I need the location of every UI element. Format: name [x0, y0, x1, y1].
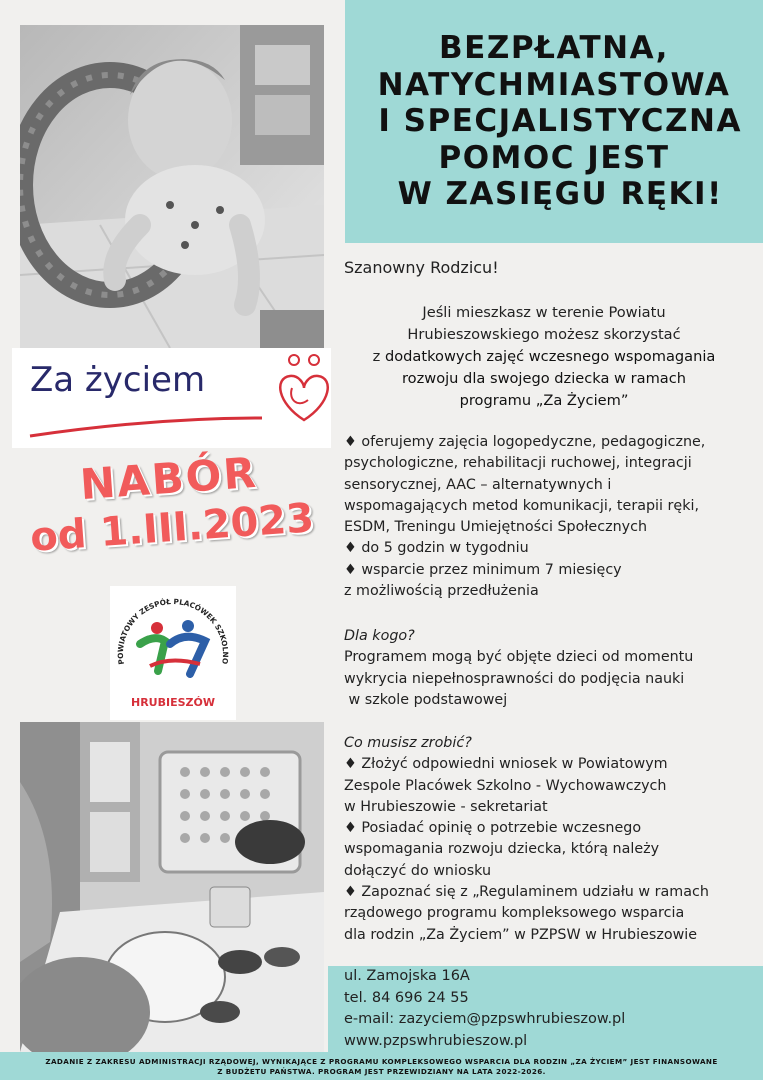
who-line: Programem mogą być objęte dzieci od momentu — [344, 649, 694, 666]
intro-paragraph — [344, 302, 744, 412]
school-logo-emblem — [110, 586, 236, 720]
intro-line: rozwoju dla swojego dziecka w ramach — [401, 370, 686, 387]
school-arc-text: POWIATOWY ZESPÓŁ PLACÓWEK SZKOLNO — [115, 596, 231, 666]
contact-address: ul. Zamojska 16A — [344, 968, 470, 984]
title-line-1: BEZPŁATNA, — [439, 30, 669, 66]
offer-line: z możliwością przedłużenia — [344, 583, 539, 600]
todo-heading: Co musisz zrobić? — [344, 735, 472, 751]
todo-section — [344, 733, 756, 946]
title-line-2: NATYCHMIASTOWA — [377, 66, 731, 103]
intro-prefix: z — [372, 348, 385, 365]
school-city: HRUBIESZÓW — [131, 696, 215, 709]
todo-line: dla rodzin „Za Życiem” w PZPSW w Hrubieszowie — [344, 926, 698, 943]
offer-line: ♦ wsparcie przez minimum 7 miesięcy — [344, 561, 622, 578]
footer-line-2: Z BUDŻETU PAŃSTWA. PROGRAM JEST PRZEWIDZIANY NA LATA 2022-2026. — [217, 1066, 546, 1076]
school-logo — [110, 586, 236, 720]
funding-footer — [0, 1052, 763, 1080]
intro-highlight: dodatkowych zajęć wczesnego wspomagania — [384, 348, 716, 365]
todo-line: w Hrubieszowie - sekretariat — [344, 798, 548, 815]
who-heading: Dla kogo? — [344, 628, 415, 644]
offer-line: ♦ do 5 godzin w tygodniu — [344, 540, 529, 557]
who-line: wykrycia niepełnosprawności do podjęcia nauki — [344, 670, 685, 687]
svg-text:POWIATOWY ZESPÓŁ PLACÓWEK SZKO — [110, 586, 230, 665]
logo-heart-icon — [12, 348, 331, 448]
offer-line: ESDM, Treningu Umiejętności Społecznych — [344, 519, 648, 536]
todo-line: Zespole Placówek Szkolno - Wychowawczych — [344, 777, 667, 794]
who-section — [344, 626, 756, 711]
todo-line: ♦ Posiadać opinię o potrzebie wczesnego — [344, 820, 642, 837]
contact-block — [344, 966, 625, 1053]
footer-line-1: ZADANIE Z ZAKRESU ADMINISTRACJI RZĄDOWEJ, WYNIKAJĄCE Z PROGRAMU KOMPLEKSOWEGO WSPARCIA DLA RODZIN „ZA ŻYCIEM” JEST FINANSOWANE — [45, 1057, 718, 1066]
intro-line: programu „Za Życiem” — [459, 392, 629, 409]
page-title — [345, 30, 763, 213]
contact-website[interactable]: www.pzpswhrubieszow.pl — [344, 1033, 528, 1050]
contact-phone: tel. 84 696 24 55 — [344, 989, 469, 1006]
offer-line: ♦ oferujemy zajęcia logopedyczne, pedagogiczne, — [344, 434, 706, 450]
title-line-3: I SPECJALISTYCZNA — [366, 103, 742, 139]
who-line: w szkole podstawowej — [344, 691, 508, 708]
contact-email[interactable]: e-mail: zazyciem@pzpswhrubieszow.pl — [344, 1011, 626, 1028]
recruitment-label: NABÓR — [78, 447, 260, 510]
offer-list — [344, 432, 756, 602]
offer-line: wspomagających metod komunikacji, terapii ręki, — [344, 497, 699, 514]
offer-line: psychologiczne, rehabilitacji ruchowej, integracji — [344, 455, 692, 472]
intro-line — [344, 346, 744, 368]
todo-line: dołączyć do wniosku — [344, 862, 492, 879]
intro-line: Jeśli mieszkasz w terenie Powiatu — [422, 304, 666, 321]
child-painting-photo — [20, 722, 324, 1052]
offer-line: sensorycznej, AAC – alternatywnych i — [344, 476, 612, 493]
todo-line: ♦ Złożyć odpowiedni wniosek w Powiatowym — [344, 756, 668, 773]
todo-line: rządowego programu kompleksowego wsparcia — [344, 905, 685, 922]
child-crawling-photo-art — [20, 25, 324, 348]
intro-line: Hrubieszowskiego możesz skorzystać — [407, 326, 681, 343]
greeting: Szanowny Rodzicu! — [344, 258, 499, 277]
title-line-5: W ZASIĘGU RĘKI! — [385, 176, 723, 212]
todo-line: wspomagania rozwoju dziecka, którą należy — [344, 841, 660, 858]
za-zyciem-logo — [12, 348, 331, 448]
recruitment-date: od 1.III.2023 — [28, 495, 316, 561]
child-crawling-photo — [20, 25, 324, 348]
todo-line: ♦ Zapoznać się z „Regulaminem udziału w ramach — [344, 884, 709, 901]
logo-text: Za życiem — [30, 360, 206, 400]
title-line-4: POMOC JEST — [438, 139, 670, 176]
child-painting-photo-art — [20, 722, 324, 1052]
